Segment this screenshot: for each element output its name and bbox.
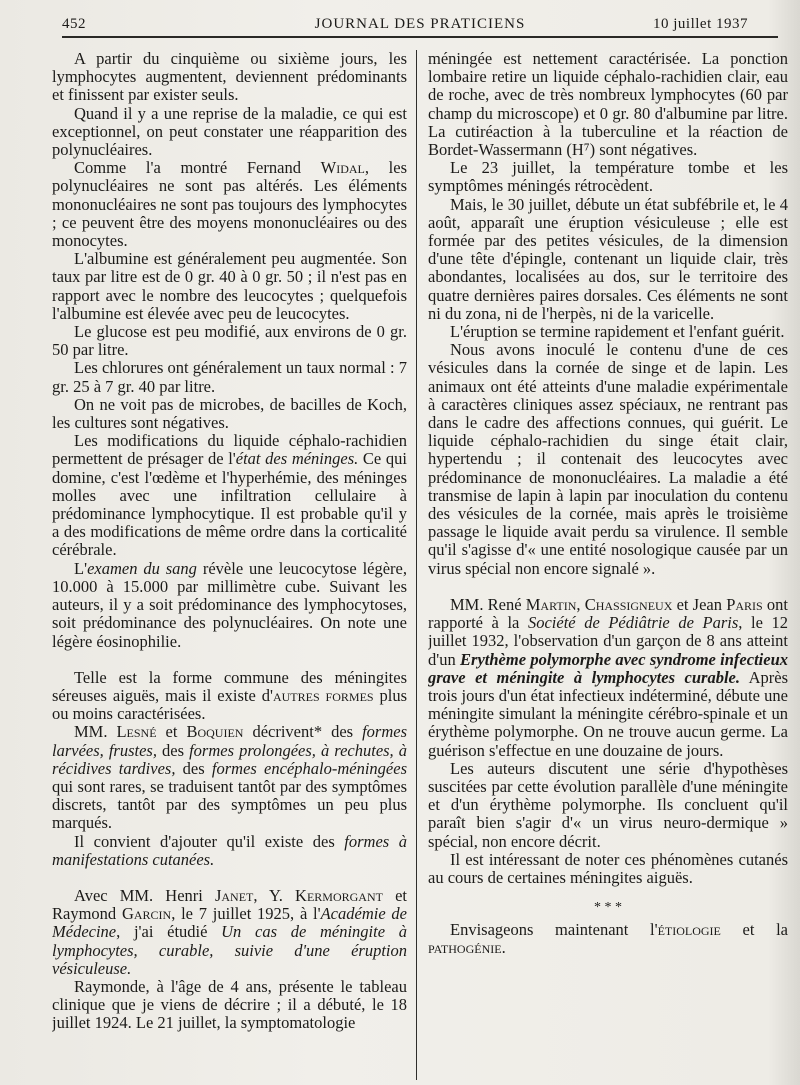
paragraph: Raymonde, à l'âge de 4 ans, présente le tableau clinique que je viens de décrire ; il a débuté, le 18 juillet 1924. Le 21 juillet, la symptomatologie [52, 976, 407, 1033]
author-name: Boquien [186, 722, 244, 742]
paragraph: L'examen du sang révèle une leucocytose légère, 10.000 à 15.000 par millimètre cube. Suivant les auteurs, il y a soit prédominance des lymphocytoses, soit prédominance des polynucléaires. On note une légère éosinophilie. [52, 558, 407, 651]
paragraph: On ne voit pas de microbes, de bacilles de Koch, les cultures sont négatives. [52, 394, 407, 433]
issue-date: 10 juillet 1937 [653, 16, 748, 32]
paragraph: Mais, le 30 juillet, débute un état subfébrile et, le 4 août, apparaît une éruption vésiculeuse ; elle est formée par des petites vésicules, de la dimension d'une tête d'épingle, contenant un liquide clair, très abondantes, localisées au dos, sur le territoire des quatre dernières paires dorsales. Ces éléments ne sont ni du zona, ni de l'herpès, ni de la varicelle. [428, 194, 788, 323]
paragraph: L'éruption se termine rapidement et l'enfant guérit. [450, 322, 785, 342]
header-rule [62, 36, 778, 38]
paragraph: Nous avons inoculé le contenu d'une de ces vésicules dans la cornée de singe et de lapin. Les animaux ont été atteints d'une maladie expérimentale à caractères cliniques assez spéciaux, ne rentrant pas dans le cadre des affections connues, qui guérit. Le liquide céphalo-rachidien du singe était clair, hypertendu ; il contenait des leucocytes avec prédominance de mononucléaires. La maladie a été transmise de lapin à lapin par inoculation du contenu des vésicules de la cornée, mais après le troisième passage le liquide avait perdu sa virulence. Il semble qu'il s'agisse d'« une entité nosologique causée par un virus spécial non encore signalé ». [428, 340, 788, 578]
left-column [52, 50, 407, 1080]
paragraph: Il convient d'ajouter qu'il existe des formes à manifestations cutanées. [52, 831, 407, 869]
page-number: 452 [62, 16, 86, 32]
author-name: Widal [320, 158, 365, 178]
paragraph: Quand il y a une reprise de la maladie, ce qui est exceptionnel, on peut constater une réapparition des polynucléaires. [52, 103, 407, 160]
paragraph: Il est intéressant de noter ces phénomènes cutanés au cours de certaines méningites aiguës. [428, 849, 788, 887]
journal-title: JOURNAL DES PRATICIENS [314, 16, 526, 32]
author-name: Martin [525, 594, 577, 614]
page-header [62, 12, 778, 36]
paragraph: MM. Lesné et Boquien décrivent* des formes larvées, frustes, des formes prolongées, à rechutes, à récidives tardives, des formes encéphalo-méningées qui sont rares, se traduisent tantôt par des symptômes discrets, tantôt par des symptômes un peu plus marqués. [52, 722, 407, 833]
author-name: Janet [214, 885, 254, 905]
paragraph: méningée est nettement caractérisée. La ponction lombaire retire un liquide céphalo-rachidien clair, eau de roche, avec de très nombreux lymphocytes (60 par champ du microscope) et 0 gr. 80 d'albumine par litre. La cutiréaction à la tuberculine et la réaction de Bordet-Wassermann (H⁷) sont négatives. [428, 50, 788, 160]
author-name: Lesné [116, 722, 157, 742]
section-asterism: * * * [594, 900, 622, 916]
paragraph: Les modifications du liquide céphalo-rachidien permettent de présager de l'état des méninges. Ce qui domine, c'est l'œdème et l'hyperhémie, des méninges molles avec une infiltration cellulaire à prédominance lymphocytique. Il est probable qu'il y a des modifications de même ordre dans la corticalité cérébrale. [52, 431, 407, 560]
column-divider [416, 50, 417, 1080]
author-name: Chassigneux [584, 594, 673, 614]
paragraph: Les chlorures ont généralement un taux normal : 7 gr. 25 à 7 gr. 40 par litre. [52, 358, 407, 396]
author-name: Garcin [121, 904, 172, 924]
paragraph: A partir du cinquième ou sixième jours, les lymphocytes augmentent, deviennent prédominants et finissent par exister seuls. [52, 50, 407, 105]
paragraph: L'albumine est généralement peu augmentée. Son taux par litre est de 0 gr. 40 à 0 gr. 50 ; il n'est pas en rapport avec le nombre des leucocytes ; quelquefois l'albumine est élevée avec peu de leucocytes. [52, 249, 407, 323]
author-name: Paris [726, 594, 763, 614]
paragraph: MM. René Martin, Chassigneux et Jean Paris ont rapporté à la Société de Pédiâtrie de Paris, le 12 juillet 1932, l'observation d'un garçon de 8 ans atteint d'un Erythème polymorphe avec syndrome infectieux grave et méningite à lymphocytes curable. Après trois jours d'un état infectieux indéterminé, débute une méningite simulant la méningite cérébro-spinale et un érythème polymorphe. On ne trouve aucun germe. La guérison s'effectue en une douzaine de jours. [428, 594, 788, 760]
paragraph: Le glucose est peu modifié, aux environs de 0 gr. 50 par litre. [52, 322, 407, 360]
paragraph: Telle est la forme commune des méningites séreuses aiguës, mais il existe d'autres formes plus ou moins caractérisées. [52, 667, 407, 724]
paragraph: Envisageons maintenant l'étiologie et la pathogénie. [428, 920, 788, 958]
paragraph: Avec MM. Henri Janet, Y. Kermorgant et Raymond Garcin, le 7 juillet 1925, à l'Académie de Médecine, j'ai étudié Un cas de méningite à lymphocytes, curable, suivie d'une éruption vésiculeuse. [52, 885, 407, 978]
paragraph: Comme l'a montré Fernand Widal, les polynucléaires ne sont pas altérés. Les éléments mononucléaires ne sont pas toujours des lymphocytes ; ce peuvent être des moyens mononucléaires ou des monocytes. [52, 158, 407, 251]
paragraph: Le 23 juillet, la température tombe et les symptômes méningés rétrocèdent. [428, 158, 788, 196]
right-column [428, 50, 788, 1080]
author-name: Kermorgant [295, 885, 383, 905]
paragraph: Les auteurs discutent une série d'hypothèses suscitées par cette évolution parallèle d'une méningite et d'un érythème polymorphe. Ils concluent qu'il paraît bien s'agir d'« un virus neuro-dermique » spécial, non encore décrit. [428, 758, 788, 851]
